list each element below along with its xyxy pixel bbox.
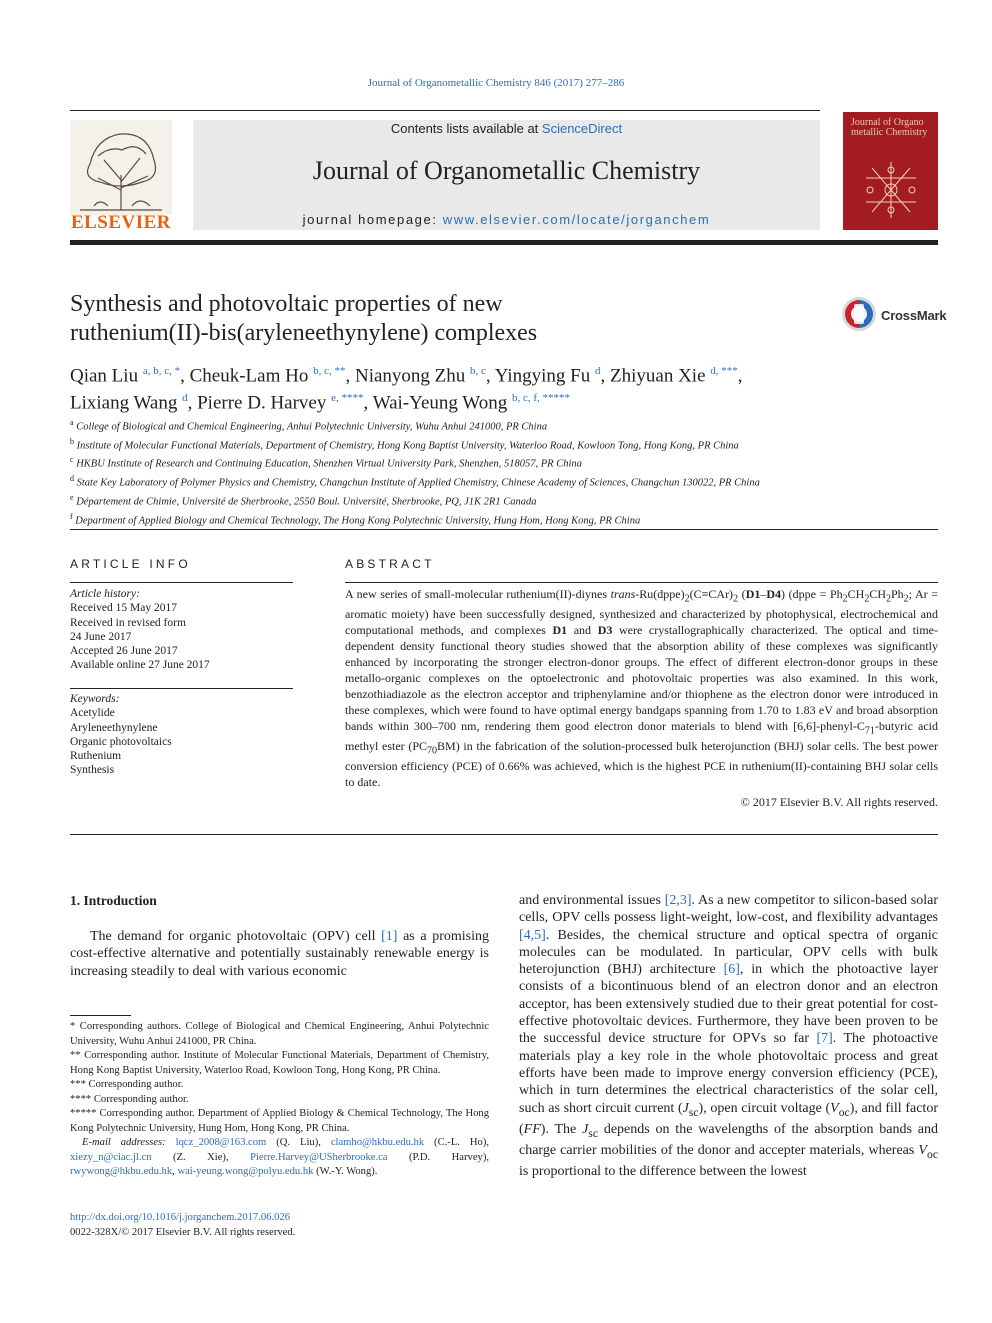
- email-link[interactable]: rwywong@hkbu.edu.hk: [70, 1166, 173, 1177]
- author-separator: ,: [737, 365, 743, 387]
- keyword-item: Aryleneethynylene: [70, 721, 158, 734]
- reference-link[interactable]: [6]: [723, 962, 740, 978]
- author-separator: ,: [485, 365, 495, 387]
- author-affil-marks[interactable]: a, b, c, *: [142, 365, 181, 377]
- keywords-rule: [70, 688, 293, 689]
- reference-link[interactable]: [7]: [816, 1031, 833, 1047]
- body-text: and environmental issues: [519, 893, 665, 908]
- article-history: [70, 587, 293, 673]
- email-label: E-mail addresses:: [82, 1137, 176, 1148]
- symbol-subscript: oc: [838, 1105, 850, 1119]
- email-addresses: [70, 1136, 489, 1180]
- affiliation-item: [70, 453, 830, 472]
- history-item: Received 15 May 2017: [70, 602, 177, 615]
- affiliation-item: [70, 472, 830, 491]
- author-separator: ,: [187, 392, 198, 414]
- keywords-label: Keywords:: [70, 693, 120, 705]
- section-rule: [70, 529, 938, 530]
- abstract-subscript: 2: [842, 593, 848, 605]
- author-affil-marks[interactable]: d: [182, 392, 188, 405]
- history-item: 24 June 2017: [70, 630, 132, 643]
- email-owner: (C.-L. Ho),: [424, 1137, 489, 1148]
- body-text: . As a new competitor to silicon-based solar cells, OPV cells possess light-weight, low-cost, and flexibility advantages: [519, 893, 938, 926]
- email-owner: (Q. Liu),: [266, 1137, 331, 1148]
- abstract-text: trans: [610, 587, 636, 601]
- compound-label: D3: [597, 623, 613, 638]
- abstract-subscript: 2: [864, 593, 870, 605]
- journal-homepage: [193, 212, 820, 227]
- author-affil-marks[interactable]: b, c: [470, 365, 486, 377]
- section-rule: [70, 834, 938, 835]
- body-text: . Besides, the chemical structure and optical spectra of organic molecules can be modulated. In particular, OPV cells with bulk heterojunction (BHJ) architecture: [519, 927, 938, 978]
- footnote-item: ** Corresponding author. Institute of Molecular Functional Materials, Department of Chemistry, Hong Kong Baptist University, Waterloo Road, Kowloon Tong, Hong Kong, PR China.: [70, 1050, 489, 1076]
- article-title-line2: ruthenium(II)-bis(aryleneethynylene) complexes: [70, 320, 538, 346]
- affiliation-text: Institute of Molecular Functional Materials, Department of Chemistry, Hong Kong Baptist University, Waterloo Road, Kowloon Tong, Hong Kong, PR China: [76, 440, 739, 452]
- author-name[interactable]: Wai-Yeung Wong: [372, 392, 508, 414]
- homepage-link[interactable]: www.elsevier.com/locate/jorganchem: [442, 212, 711, 227]
- compound-label: D1: [745, 587, 761, 601]
- email-link[interactable]: clamho@hkbu.edu.hk: [330, 1137, 425, 1148]
- author-affil-marks[interactable]: d: [595, 365, 601, 377]
- keyword-item: Synthesis: [70, 764, 115, 777]
- body-text: ), open circuit voltage (: [698, 1100, 831, 1116]
- body-text: The demand for organic photovoltaic (OPV) cell: [90, 929, 382, 944]
- author-name[interactable]: Lixiang Wang: [70, 392, 178, 414]
- body-text: . The photoactive materials play a key role in the whole photovoltaic process and great efforts have been made to improve energy conversion efficiency (PCE), which in turn determines the electrical characteristics of the solar cell, such as short circuit current (: [519, 1031, 939, 1116]
- email-owner: (P.D. Harvey),: [387, 1151, 489, 1163]
- article-info-rule: [70, 582, 293, 583]
- abstract-text: (C≡CAr): [689, 587, 734, 601]
- history-item: Available online 27 June 2017: [70, 659, 210, 672]
- article-info-heading: ARTICLE INFO: [70, 557, 191, 571]
- body-text: ). The: [540, 1121, 583, 1137]
- email-owner: (Z. Xie),: [151, 1151, 251, 1163]
- crossmark-icon[interactable]: [841, 296, 877, 332]
- cover-molecule-graphic: [858, 158, 924, 222]
- affiliation-item: [70, 435, 830, 454]
- abstract-text: and: [567, 623, 598, 638]
- footnote-item: * Corresponding authors. College of Biological and Chemical Engineering, Anhui Polytechnic University, Wuhu Anhui 241000, PR China.: [70, 1021, 489, 1047]
- abstract-text: -Ru(dppe): [635, 587, 685, 601]
- crossmark-label[interactable]: CrossMark: [881, 308, 947, 323]
- keyword-item: Acetylide: [70, 707, 115, 720]
- abstract-subscript: 70: [427, 745, 438, 757]
- affiliation-text: HKBU Institute of Research and Continuing Education, Shenzhen Virtual University Park, Shenzhen, 518057, PR China: [76, 458, 582, 470]
- symbol: J: [682, 1100, 689, 1116]
- footnotes: [70, 1020, 489, 1180]
- author-affil-marks[interactable]: b, c, **: [313, 365, 346, 377]
- elsevier-wordmark: ELSEVIER: [70, 212, 172, 233]
- abstract-body: A new series of small-molecular ruthenium(II)-diynes trans-$Ru(dppe)_2(C\equiv CAr)_2$ (D1–D4) (dppe = $Ph_2CH_2CH_2Ph_2$; Ar = aromatic moiety) have been successfully designed, synthesized and characterized by photophysical, electrochemical and computational methods, and complexes D1 and D3 were crystallographically characterized. The optical and time-dependent density functional theory studies showed that the absorption ability of these complexes was significantly enhanced by incorporating the stronger electron-donor groups. The effect of different electron-donor groups in these metallo-organic complexes on the optoelectronic and photovoltaic properties was also examined. In this work, benzothiadiazole as the electron acceptor and triphenylamine and/or thiophene as the electron donor were introduced in these complexes, which were found to have optimal energy bandgaps spanning from 1.70 to 1.83 eV and broad absorption bands within 300–700 nm, rendering them good electron donor materials to blend with $[6,6]-phenyl-C_{71}$-butyric acid methyl ester $(PC_{70}BM)$ in the fabrication of the solution-processed bulk heterojunction (BHJ) solar cells. The best power conversion efficiency (PCE) of 0.66% was achieved, which is the highest PCE in ruthenium(II)-containing BHJ solar cells to date.: [345, 587, 939, 790]
- affiliation-text: College of Biological and Chemical Engineering, Anhui Polytechnic University, Wuhu Anhui 241000, PR China: [76, 421, 548, 433]
- footnote-item: *** Corresponding author.: [70, 1079, 184, 1090]
- body-text: , in which the photoactive layer consists of a bicontinuous blend of an electron donor and an electron acceptor, has been extensively studied due to their great potential for cost-effective photovoltaic devices. Furthermore, they have been proven to be the successful device structure for OPVs so far: [519, 962, 938, 1047]
- symbol: FF: [523, 1121, 541, 1137]
- body-text: depends on the wavelengths of the absorption bands and charge carrier mobilities of the donor and accepter materials, whereas: [519, 1121, 938, 1158]
- compound-label: D1: [552, 623, 568, 638]
- intro-paragraph-col2: [519, 892, 938, 1180]
- header-thick-rule: [70, 240, 938, 245]
- author-separator: ,: [180, 365, 190, 387]
- article-title-line1: Synthesis and photovoltaic properties of new: [70, 291, 503, 317]
- compound-label: D4: [766, 587, 782, 601]
- affiliation-label: c: [70, 455, 74, 465]
- abstract-text: A new series of small-molecular ruthenium(II)-diynes: [345, 587, 611, 601]
- email-link[interactable]: wai-yeung.wong@polyu.edu.hk: [177, 1166, 314, 1177]
- symbol: V: [830, 1100, 839, 1116]
- reference-link[interactable]: [1]: [381, 929, 398, 944]
- affiliation-label: f: [70, 511, 73, 521]
- intro-paragraph-col1: [70, 928, 489, 980]
- author-name[interactable]: Zhiyuan Xie: [610, 365, 706, 387]
- affiliation-item: [70, 491, 830, 510]
- author-separator: ,: [363, 392, 373, 414]
- author-name[interactable]: Yingying Fu: [494, 365, 591, 387]
- footnote-item: ***** Corresponding author. Department of Applied Biology & Chemical Technology, The Hong Kong Polytechnic University, Hung Hom, Hong Kong, PR China.: [70, 1108, 489, 1134]
- affiliation-text: State Key Laboratory of Polymer Physics and Chemistry, Changchun Institute of Applied Chemistry, Chinese Academy of Sciences, Changchun 130022, PR China: [76, 477, 760, 489]
- abstract-rule: [345, 582, 938, 583]
- abstract-text: ; Ar = aromatic moiety) have been successfully designed, synthesized and characterized by photophysical, electrochemical and computational methods, and complexes: [345, 587, 939, 638]
- abstract-subscript: 2: [903, 593, 909, 605]
- abstract-text: BM) in the fabrication of the solution-processed bulk heterojunction (BHJ) solar cells. The best power conversion efficiency (PCE) of 0.66% was achieved, which is the highest PCE in ruthenium(II)-containing BHJ solar cells to date.: [345, 738, 938, 790]
- contents-prefix: Contents lists available at: [390, 121, 542, 136]
- author-name[interactable]: Nianyong Zhu: [354, 365, 466, 387]
- contents-line: [193, 121, 820, 136]
- journal-title: Journal of Organometallic Chemistry: [312, 156, 701, 185]
- abstract-text: Ph: [890, 587, 904, 601]
- homepage-prefix: journal homepage:: [302, 212, 443, 227]
- introduction-heading: 1. Introduction: [70, 893, 157, 908]
- symbol-subscript: sc: [588, 1126, 599, 1140]
- author-separator: ,: [345, 365, 355, 387]
- journal-cover-title: Journal of Organo metallic Chemistry: [851, 117, 928, 138]
- affiliation-label: d: [70, 474, 74, 484]
- sciencedirect-link[interactable]: ScienceDirect: [541, 121, 623, 136]
- article-title: [70, 290, 790, 348]
- affiliation-label: b: [70, 436, 74, 446]
- abstract-subscript: 2: [684, 593, 690, 605]
- author-name[interactable]: Pierre D. Harvey: [197, 392, 327, 414]
- email-link[interactable]: lqcz_2008@163.com: [175, 1137, 267, 1148]
- author-list: [70, 360, 940, 415]
- reference-link[interactable]: [2,3]: [664, 893, 692, 908]
- footnote-item: **** Corresponding author.: [70, 1093, 189, 1105]
- journal-citation[interactable]: Journal of Organometallic Chemistry 846 (2017) 277–286: [367, 77, 625, 89]
- affiliation-item: [70, 416, 830, 435]
- reference-link[interactable]: [4,5]: [519, 927, 546, 943]
- author-affil-marks[interactable]: b, c, f, *****: [511, 392, 571, 405]
- abstract-text: were crystallographically characterized. The optical and time-dependent density functional theory studies showed that the absorption ability of these complexes was significantly enhanced by incorporating the stronger electron-donor groups. The effect of different electron-donor groups in these metallo-organic complexes on the optoelectronic and photovoltaic properties was also examined. In this work, benzothiadiazole as the electron acceptor and triphenylamine and/or thiophene as the electron donor were introduced in these complexes, which were found to have optimal energy bandgaps spanning from 1.70 to 1.83 eV and broad absorption bands within 300–700 nm, rendering them good electron donor materials to blend with [6,6]-phenyl-C: [345, 623, 938, 733]
- author-name[interactable]: Cheuk-Lam Ho: [189, 365, 309, 387]
- history-item: Received in revised form: [70, 616, 186, 629]
- abstract-text: -butyric acid methyl ester (PC: [345, 718, 938, 753]
- author-line-2: [70, 387, 940, 414]
- abstract-text: –: [760, 587, 767, 601]
- affiliation-label: a: [70, 418, 74, 427]
- symbol-subscript: sc: [688, 1105, 699, 1119]
- email-link[interactable]: xiezy_n@ciac.jl.cn: [70, 1151, 152, 1163]
- body-text: ), and fill factor (: [519, 1100, 938, 1137]
- body-text: as a promising cost-effective alternative and potentially sustainably renewable energy is increasing steadily to deal with various economic: [70, 929, 489, 979]
- history-label: Article history:: [70, 588, 140, 600]
- keyword-item: Organic photovoltaics: [70, 735, 172, 748]
- abstract-subscript: 2: [885, 593, 891, 605]
- author-line-1: [70, 360, 940, 387]
- footnote-rule: [70, 1015, 131, 1016]
- email-link[interactable]: Pierre.Harvey@USherbrooke.ca: [250, 1151, 388, 1163]
- affiliation-label: e: [70, 492, 74, 502]
- issn-copyright: 0022-328X/© 2017 Elsevier B.V. All rights reserved.: [70, 1227, 296, 1238]
- author-name[interactable]: Qian Liu: [70, 365, 139, 387]
- affiliation-text: Department of Applied Biology and Chemical Technology, The Hong Kong Polytechnic University, Hung Hom, Hong Kong, PR China: [75, 515, 641, 527]
- header-rule: [70, 110, 820, 111]
- abstract-text: CH: [847, 587, 865, 601]
- keywords: [70, 692, 293, 778]
- abstract-text: CH: [869, 587, 886, 601]
- author-affil-marks[interactable]: e, ****: [331, 392, 364, 405]
- abstract-subscript: 2: [733, 593, 739, 605]
- author-separator: ,: [600, 365, 611, 387]
- affiliation-text: Département de Chimie, Université de Sherbrooke, 2550 Boul. Université, Sherbrooke, PQ, J1K 2R1 Canada: [76, 496, 537, 508]
- doi-link[interactable]: http://dx.doi.org/10.1016/j.jorganchem.2017.06.026: [70, 1212, 291, 1223]
- abstract-text: (dppe = Ph: [785, 587, 843, 601]
- email-owner: (W.-Y. Wong).: [313, 1166, 378, 1177]
- symbol: V: [918, 1142, 927, 1158]
- abstract-copyright: © 2017 Elsevier B.V. All rights reserved.: [740, 795, 938, 809]
- email-owner: ,: [172, 1166, 178, 1177]
- affiliation-item: [70, 510, 830, 529]
- body-text: is proportional to the difference between the lowest: [519, 1163, 807, 1179]
- symbol: J: [582, 1121, 589, 1137]
- abstract-subscript: 71: [864, 725, 875, 737]
- keyword-item: Ruthenium: [70, 750, 122, 763]
- symbol-subscript: oc: [926, 1147, 938, 1161]
- history-item: Accepted 26 June 2017: [70, 645, 178, 658]
- abstract-heading: ABSTRACT: [345, 557, 435, 571]
- affiliation-list: [70, 416, 830, 528]
- author-affil-marks[interactable]: d, ***: [710, 365, 738, 377]
